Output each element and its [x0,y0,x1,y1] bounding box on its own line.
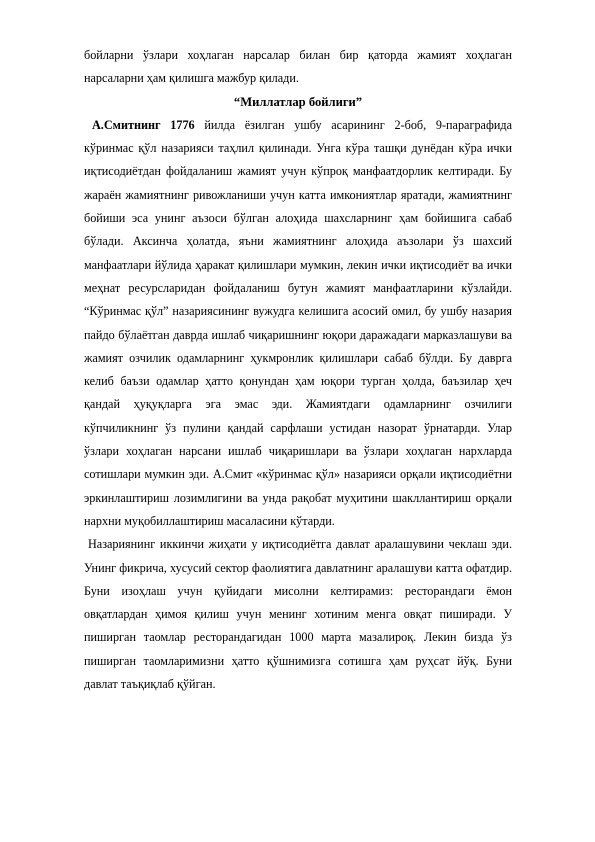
section-heading: “Миллатлар бойлиги” [233,94,363,109]
document-page [84,44,512,696]
paragraph-1-text: йилда ёзилган ушбу асарининг 2-боб, 9-параграфида кўринмас қўл назарияси таҳлил қилинади. Унга кўра ташқи дунёдан кўра ички иқтисодиётдан фойдаланиш жамият учун кўпроқ манфаатдорлик келтиради. Бу жараён жамиятнинг ривожланиши учун катта имкониятлар яратади, жамиятнинг бойиши эса унинг аъзоси бўлган алоҳида шахсларнинг ҳам бойишига сабаб бўлади. Аксинча ҳолатда, яъни жамиятнинг алоҳида аъзолари ўз шахсий манфаатлари йўлида ҳаракат қилишлари мумкин, лекин ички иқтисодиёт ва ички меҳнат ресурсларидан фойдаланиш бутун жамият манфаатларини кўзлайди. “Кўринмас қўл” назариясининг вужудга келишига асосий омил, бу ушбу назария пайдо бўлаётган даврда ишлаб чиқаришнинг юқори даражадаги марказлашуви ва жамият озчилик одамларнинг ҳукмронлик қилишлари сабаб бўлди. Бу даврга келиб баъзи одамлар ҳатто қонундан ҳам юқори турган ҳолда, баъзилар ҳеч қандай ҳуқуқларга эга эмас эди. Жамиятдаги одамларнинг озчилиги кўпчиликнинг ўз пулини қандай сарфлаши устидан назорат ўрнатарди. Улар ўзлари хоҳлаган нарсани ишлаб чиқаришлари ва ўзлари хоҳлаган нархларда сотишлари мумкин эди. А.Смит «кўринмас қўл» назарияси орқали иқтисодиётни эркинлаштириш лозимлигини ва унда рақобат муҳитини шакллантириш орқали нархни муқобиллаштириш масаласини кўтарди. [84,117,512,528]
body-paragraph-2: Назариянинг иккинчи жиҳати у иқтисодиётга давлат аралашувини чеклаш эди. Унинг фикрича, хусусий сектор фаолиятига давлатнинг аралашуви катта офатдир. Буни изоҳлаш учун қуйидаги мисолни келтирамиз: ресторандаги ёмон овқатлардан ҳимоя қилиш учун менинг хотиним менга овқат пиширади. У пиширган таомлар ресторандагидан 1000 марта мазалироқ. Лекин бизда ўз пиширган таомларимизни ҳатто қўшнимизга сотишга ҳам руҳсат йўқ. Буни давлат таъқиқлаб қўйган. [84,537,512,692]
paragraph-lead: А.Смитнинг 1776 [92,117,195,132]
body-paragraph-1 [84,114,512,533]
intro-paragraph: бойларни ўзлари хоҳлаган нарсалар билан бир қаторда жамият хоҳлаган нарсаларни ҳам қилишга мажбур қилади. [84,48,512,86]
